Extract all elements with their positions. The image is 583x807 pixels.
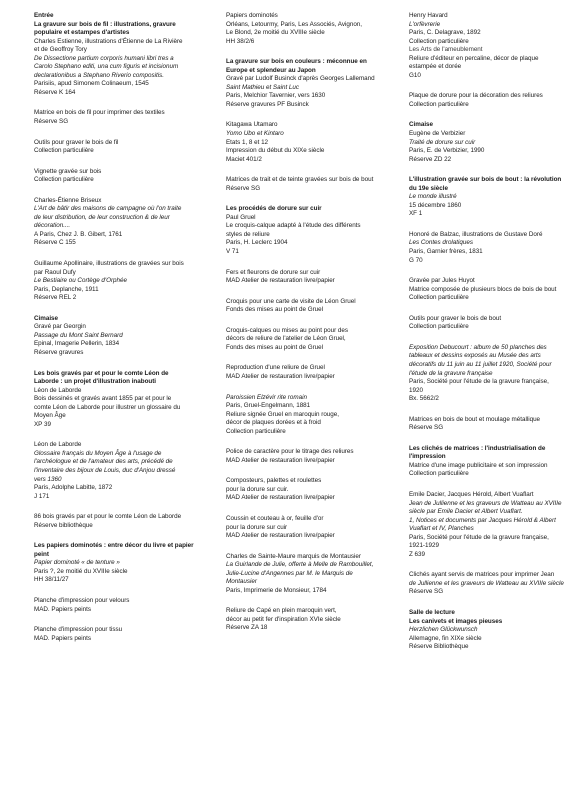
entry-line: Papier dominoté « de tenture » <box>34 559 120 567</box>
entry-line: l'étude de la gravure française <box>409 369 493 377</box>
catalog-entry <box>34 109 206 126</box>
entry-line: Reliure d'éditeur en percaline, décor de plaque <box>409 54 539 62</box>
entry-line: Bx. 5662/2 <box>409 395 439 403</box>
entry-line: décoration.... <box>34 222 71 230</box>
entry-line: Réserve K 164 <box>34 88 76 96</box>
entry-line: Paris, Gruel-Engelmann, 1881 <box>226 402 311 410</box>
catalog-entry <box>409 176 577 219</box>
catalog-entry <box>34 139 206 156</box>
entry-line: Allemagne, fin XIXe siècle <box>409 634 482 642</box>
entry-line: Collection particulière <box>409 37 469 45</box>
entry-line: HH 38/2/6 <box>226 37 255 45</box>
entry-line: pour la dorure sur cuir <box>226 523 288 531</box>
entry-line: Collection particulière <box>409 470 469 478</box>
entry-line: Réserve gravures PF Businck <box>226 100 309 108</box>
entry-line: Paris, Garnier frères, 1831 <box>409 248 483 256</box>
catalog-entry <box>226 364 396 381</box>
entry-line: Gravé par Georgin <box>34 323 86 331</box>
entry-line: MAD. Papiers peints <box>34 605 92 613</box>
entry-line: Paris, Société pour l'étude de la gravure française, <box>409 378 549 386</box>
entry-line: Fonds des mises au point de Gruel <box>226 306 323 314</box>
entry-line: Matrice en bois de fil pour imprimer des textiles <box>34 109 165 117</box>
entry-line: Le croquis-calque adapté à l'étude des différents <box>226 222 361 230</box>
entry-line: 86 bois gravés par et pour le comte Léon de Laborde <box>34 513 182 521</box>
section-heading-line: La gravure sur bois en couleurs : méconnue en <box>226 58 367 66</box>
catalog-entry <box>34 197 206 248</box>
entry-line: Le Bestiaire ou Cortège d'Orphée <box>34 277 127 285</box>
section-heading-line: Salle de lecture <box>409 608 455 616</box>
entry-line: Gravé par Ludolf Businck d'après Georges Lallemand <box>226 75 375 83</box>
entry-line: et de Geoffroy Tory <box>34 46 87 54</box>
entry-line: tableaux et dessins exposés au Musée des arts <box>409 352 541 360</box>
entry-line: Réserve SG <box>409 424 444 432</box>
catalog-entry <box>226 298 396 315</box>
catalog-entry <box>226 58 396 109</box>
entry-line: Matrices de trait et de teinte gravées sur bois de bout <box>226 176 374 184</box>
entry-line: De Dissectione partium corporis humani libri tres a <box>34 54 174 62</box>
entry-line: Reliure signée Gruel en maroquin rouge, <box>226 410 339 418</box>
section-heading-line: L'illustration gravée sur bois de bout : la révolution <box>409 176 562 184</box>
section-heading-line: Cimaise <box>409 121 434 129</box>
entry-line: Eugène de Verbizier <box>409 130 466 138</box>
entry-line: Traité de dorure sur cuir <box>409 138 476 146</box>
entry-line: Composteurs, palettes et roulettes <box>226 477 322 485</box>
entry-line: Paris, Deplanche, 1911 <box>34 285 99 293</box>
entry-line: Réserve bibliothèque <box>34 521 93 529</box>
entry-line: Planche d'impression pour velours <box>34 596 130 604</box>
entry-line: Croquis pour une carte de visite de Léon Gruel <box>226 297 356 305</box>
entry-line: Collection particulière <box>34 176 94 184</box>
section-heading-line: La gravure sur bois de fil : illustrations, gravure <box>34 20 176 28</box>
entry-line: Police de caractère pour le titrage des reliures <box>226 448 354 456</box>
catalog-entry <box>34 597 206 614</box>
entry-line: Paris, Adolphe Labitte, 1872 <box>34 484 113 492</box>
entry-line: Paris ?, 2e moitié du XVIIIe siècle <box>34 567 128 575</box>
entry-line: Impression du début du XIXe siècle <box>226 147 325 155</box>
entry-line: Paris, Imprimerie de Monsieur, 1784 <box>226 586 327 594</box>
section-heading-line: Europe et splendeur au Japon <box>226 66 316 74</box>
entry-line: Léon de Laborde <box>34 441 82 449</box>
entry-line: décor de plaques dorées et à froid <box>226 419 321 427</box>
entry-line: A Paris, Chez J. B. Gibert, 1761 <box>34 230 123 238</box>
entry-line: 15 décembre 1860 <box>409 201 462 209</box>
entry-line: Réserve SG <box>34 118 69 126</box>
catalog-entry <box>226 477 396 503</box>
section-heading-line: Cimaise <box>34 314 59 322</box>
entry-line: Les Arts de l'ameublement <box>409 46 483 54</box>
entry-line: declarationibus a Stephano Riverio compositis. <box>34 71 164 79</box>
entry-line: de leur distribution, de leur construction & de leur <box>34 213 170 221</box>
entry-line: Exposition Debucourt : album de 50 planches des <box>409 343 547 351</box>
catalog-entry <box>34 315 206 358</box>
entry-line: pour la dorure sur cuir. <box>226 485 289 493</box>
entry-line: Réserve SG <box>226 184 261 192</box>
entry-line: Z 639 <box>409 550 426 558</box>
entry-line: Jean de Jullienne et les graveurs de Watteau au XVIIIe <box>409 499 562 507</box>
catalog-entry <box>226 269 396 286</box>
catalog-entry <box>226 515 396 541</box>
entry-line: l'inventaire des bijoux de Louis, duc d'Anjou dressé <box>34 466 176 474</box>
entry-line: Gravée par Jules Huyot <box>409 277 475 285</box>
entry-line: Guillaume Apollinaire, illustrations de gravées sur bois <box>34 260 184 268</box>
entry-line: Collection particulière <box>409 323 469 331</box>
entry-line: Planche d'impression pour tissu <box>34 626 123 634</box>
entry-line: Reliure de Capé en plein maroquin vert, <box>226 607 337 615</box>
catalog-entry <box>409 315 577 332</box>
entry-line: Paroissien Elzévir rite romain <box>226 393 307 401</box>
catalog-entry <box>409 571 577 597</box>
catalog-entry <box>409 416 577 433</box>
catalog-entry <box>34 513 206 530</box>
entry-line: Réserve gravures <box>34 348 84 356</box>
entry-line: Collection particulière <box>34 147 94 155</box>
catalog-entry <box>409 121 577 164</box>
entry-line: XP 39 <box>34 420 51 428</box>
entry-line: Moyen Âge <box>34 412 66 420</box>
entry-line: 1920 <box>409 386 423 394</box>
section-heading-line: peint <box>34 550 49 558</box>
entry-line: Paris, C. Delagrave, 1892 <box>409 29 481 37</box>
catalog-entry <box>34 12 206 97</box>
entry-line: Honoré de Balzac, illustrations de Gustave Doré <box>409 230 543 238</box>
entry-line: Clichés ayant servis de matrices pour imprimer Jean <box>409 571 555 579</box>
column-left <box>34 12 206 655</box>
entry-line: Reproduction d'une reliure de Gruel <box>226 364 325 372</box>
catalog-entry <box>226 553 396 596</box>
entry-line: Etats 1, 8 et 12 <box>226 138 269 146</box>
entry-line: Coussin et couteau à or, feuille d'or <box>226 514 324 522</box>
entry-line: Paris, Melchior Tavernier, vers 1630 <box>226 92 326 100</box>
entry-line: Epinal, Imagerie Pellerin, 1834 <box>34 340 120 348</box>
catalog-entry <box>226 448 396 465</box>
section-heading-line: Les papiers dominotés : entre décor du livre et papier <box>34 542 194 550</box>
catalog-entry <box>226 394 396 437</box>
entry-line: L'Art de bâtir des maisons de campagne où l'on traite <box>34 205 182 213</box>
entry-line: styles de reliure <box>226 230 270 238</box>
entry-line: MAD Atelier de restauration livre/papier <box>226 456 335 464</box>
entry-line: de Jullienne et les graveurs de Watteau au XVIIIe siècle <box>409 579 564 587</box>
entry-line: Collection particulière <box>226 427 286 435</box>
entry-line: Yomo Ubo et Kintaro <box>226 130 284 138</box>
entry-line: Julie-Lucine d'Angennes par M. le Marquis de <box>226 569 353 577</box>
section-heading-line: populaire et estampes d'artistes <box>34 29 130 37</box>
catalog-entry <box>409 92 577 109</box>
entry-line: HH 38/11/27 <box>34 576 69 584</box>
entry-line: décoratifs du 11 juin au 11 juillet 1920, Société pour <box>409 360 552 368</box>
entry-line: Charles de Sainte-Maure marquis de Montausier <box>226 552 361 560</box>
entry-line: Matrice composée de plusieurs blocs de bois de bout <box>409 285 557 293</box>
catalog-entry <box>409 277 577 303</box>
entry-line: Collection particulière <box>409 100 469 108</box>
catalog-entry <box>34 626 206 643</box>
entry-line: Charles-Étienne Briseux <box>34 196 102 204</box>
entry-line: Collection particulière <box>409 294 469 302</box>
entry-line: Réserve SG <box>409 588 444 596</box>
catalog-entry <box>226 12 396 46</box>
entry-line: comte Léon de Laborde pour illustrer un glossaire du <box>34 403 181 411</box>
section-heading-line: Les procédés de dorure sur cuir <box>226 205 322 213</box>
entry-line: Fonds des mises au point de Gruel <box>226 343 323 351</box>
entry-line: l'archéologue et de l'amateur des arts, précédé de <box>34 458 173 466</box>
catalog-entry <box>409 231 577 265</box>
entry-line: J 171 <box>34 492 50 500</box>
section-heading-line: Les bois gravés par et pour le comte Léon de <box>34 369 169 377</box>
entry-line: Réserve ZA 18 <box>226 624 268 632</box>
entry-line: MAD Atelier de restauration livre/papier <box>226 532 335 540</box>
section-heading-line: Entrée <box>34 12 54 19</box>
catalog-entry <box>34 441 206 501</box>
catalog-entry <box>226 607 396 633</box>
entry-line: Passage du Mont Saint Bernard <box>34 331 123 339</box>
entry-line: V 71 <box>226 248 239 256</box>
entry-line: Emile Dacier, Jacques Hérold, Albert Vuaflart <box>409 490 534 498</box>
catalog-entry <box>34 370 206 430</box>
section-heading-line: Les canivets et images pieuses <box>409 617 503 625</box>
entry-line: 1921-1929 <box>409 542 439 550</box>
entry-line: Réserve C 155 <box>34 239 76 247</box>
catalog-entry <box>34 260 206 303</box>
section-heading-line: Laborde : un projet d'illustration inabouti <box>34 378 157 386</box>
entry-line: La Guirlande de Julie, offerte à Melle de Rambouillet, <box>226 561 374 569</box>
entry-line: Glossaire français du Moyen Âge à l'usage de <box>34 449 162 457</box>
entry-line: décor au petit fer d'inspiration XVIe siècle <box>226 615 341 623</box>
entry-line: Vuaflart et IV, Planches <box>409 525 474 533</box>
entry-line: Plaque de dorure pour la décoration des reliures <box>409 92 543 100</box>
entry-line: G10 <box>409 71 421 79</box>
catalog-entry <box>409 12 577 80</box>
entry-line: Orléans, Letourmy, Paris, Les Associés, Avignon, <box>226 20 363 28</box>
entry-line: Carolo Stephano editi, una cum figuris et incisionum <box>34 63 179 71</box>
entry-line: Matrices en bois de bout et moulage métallique <box>409 415 541 423</box>
entry-line: MAD Atelier de restauration livre/papier <box>226 277 335 285</box>
entry-line: Kitagawa Utamaro <box>226 121 278 129</box>
catalog-entry <box>409 344 577 404</box>
entry-line: Les Contes drolatiques <box>409 239 473 247</box>
entry-line: Henry Havard <box>409 12 448 19</box>
entry-line: Saint Mathieu et Saint Luc <box>226 83 299 91</box>
section-heading-line: Les clichés de matrices : l'industrialisation de <box>409 444 546 452</box>
entry-line: Herzlichen Glückwunsch <box>409 626 478 634</box>
entry-line: MAD. Papiers peints <box>34 634 92 642</box>
entry-line: Vignette gravée sur bois <box>34 167 102 175</box>
entry-line: siècle par Emile Dacier et Albert Vuaflart. <box>409 508 523 516</box>
catalog-entry <box>409 445 577 479</box>
entry-line: Réserve ZD 22 <box>409 155 452 163</box>
entry-line: Paul Gruel <box>226 213 256 221</box>
entry-line: Léon de Laborde <box>34 386 82 394</box>
entry-line: Outils pour graver le bois de fil <box>34 138 119 146</box>
entry-line: 1, Notices et documents par Jacques Hérold & Albert <box>409 516 556 524</box>
column-middle <box>226 12 396 645</box>
catalog-entry <box>34 168 206 185</box>
entry-line: L'orfèvrerie <box>409 20 441 28</box>
entry-line: Papiers dominotés <box>226 12 278 19</box>
entry-line: G 70 <box>409 256 423 264</box>
entry-line: MAD Atelier de restauration livre/papier <box>226 372 335 380</box>
entry-line: Réserve Bibliothèque <box>409 643 469 651</box>
entry-line: Matrice d'une image publicitaire et son impression <box>409 461 548 469</box>
entry-line: Paris, Société pour l'étude de la gravure française, <box>409 533 549 541</box>
entry-line: Le Blond, 2e moitié du XVIIIe siècle <box>226 29 325 37</box>
entry-line: estampée et dorée <box>409 63 462 71</box>
catalog-entry <box>226 327 396 353</box>
entry-line: MAD Atelier de restauration livre/papier <box>226 494 335 502</box>
catalog-entry <box>226 121 396 164</box>
entry-line: Croquis-calques ou mises au point pour des <box>226 326 349 334</box>
entry-line: par Raoul Dufy <box>34 268 76 276</box>
entry-line: Paris, E. de Verbizier, 1990 <box>409 147 485 155</box>
entry-line: Réserve REL 2 <box>34 294 77 302</box>
catalog-entry <box>226 176 396 193</box>
catalog-entry <box>226 205 396 256</box>
entry-line: Montausier <box>226 578 257 586</box>
entry-line: Fers et fleurons de dorure sur cuir <box>226 268 321 276</box>
entry-line: Maciet 401/2 <box>226 155 262 163</box>
entry-line: Charles Estienne, illustrations d'Étienne de La Rivière <box>34 37 183 45</box>
entry-line: Bois dessinés et gravés avant 1855 par et pour le <box>34 395 172 403</box>
entry-line: Paris, H. Leclerc 1904 <box>226 239 288 247</box>
entry-line: Parisiis, apud Simonem Colinaeum, 1545 <box>34 80 149 88</box>
section-heading-line: l'impression <box>409 453 446 461</box>
entry-line: XF 1 <box>409 210 423 218</box>
catalog-entry <box>409 491 577 559</box>
entry-line: Le monde illustré <box>409 193 457 201</box>
catalog-entry <box>34 542 206 585</box>
entry-line: décors de reliure de l'atelier de Léon Gruel, <box>226 335 346 343</box>
section-heading-line: du 19e siècle <box>409 184 448 192</box>
entry-line: vers 1360 <box>34 475 62 483</box>
entry-line: Outils pour graver le bois de bout <box>409 314 502 322</box>
column-right <box>409 12 577 664</box>
catalog-entry <box>409 609 577 652</box>
